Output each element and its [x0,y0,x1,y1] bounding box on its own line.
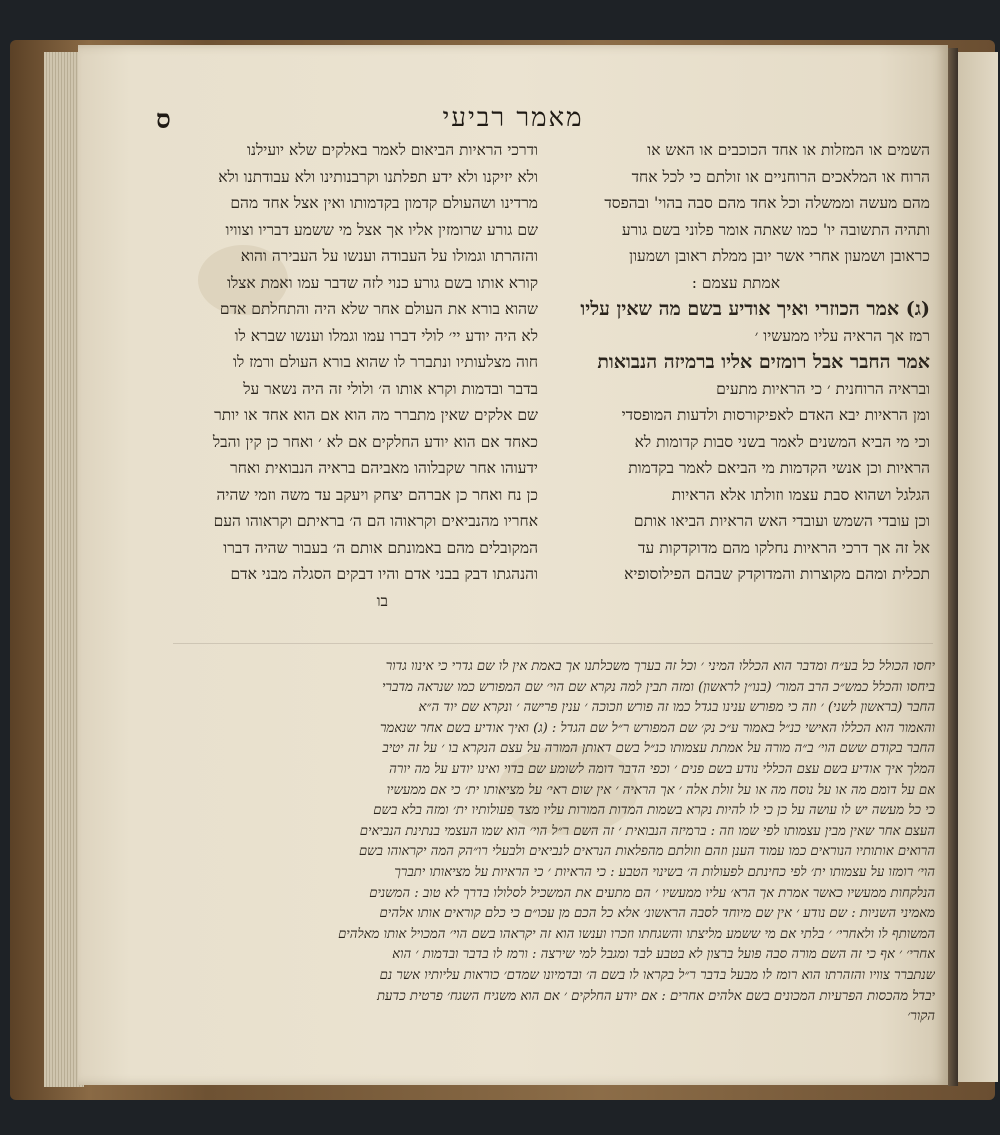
text-line: ודרכי הראיות הביאום לאמר באלקים שלא יועילנו [247,141,538,159]
book-gutter [948,48,958,1086]
text-line: רמז אך הראיה עליו ממעשיו ׳ [754,326,930,345]
commentary-line: החבר בקודם ששם הוי׳ ב״ה מורה על אמתת עצמותו כנ״ל בשם דאותן המורה על עצם הנקרא בו ׳ על זה יטיב [382,741,935,757]
text-line: בדבר ובדמות וקרא אותו ה׳ ולולי זה היה נשאר על [243,379,538,398]
page-number: ס [156,105,171,135]
commentary-line: המשותף לו ולאחרי׳ ׳ בלתי אם מי ששמע מליצתו והשגחתו וזכרו וענשו הוא זה יקראהו בשם הוי׳ המכויל אותו מאלהים [338,926,935,942]
text-line: בו [376,591,388,610]
text-line: והזהרתו וגמולו על העבודה וענשו על העבירה והוא [240,247,538,265]
text-line: והנהגתו דבק בבני אדם והיו דבקים הסגלה מבני אדם [230,565,538,583]
text-line: וכי מי הביא המשנים לאמר בשני סבות קדומות לא [634,432,930,451]
text-line: שם גורע שרומזין אליו אך אצל מי ששמע דבריו וצוויו [225,220,538,239]
commentary-line: אם על דומם מה או על נוסח מה או על זולת אלה ׳ אך הראיה ׳ אין שום ראי׳ על מציאותו ית׳ כי אם ממעשיו [386,782,935,798]
commentary-line: כי כל מעשה יש לו עושה על כן כי לו להיות נקרא בשמות המדות המורות עליו מצד פעולותיו ית׳ ומזה בלא בשם [373,803,935,819]
commentary-line: שנתברר צוויו והזהרתו הוא רומז לו מבעל בדבר ר״ל בקראו לו בשם ה׳ ובדמיונו שמדם׳ כוראות עליותיו אשר נם [379,967,935,983]
commentary-block [170,657,935,1028]
text-line: מרדינו ושהעולם קדמון בקדמותו ואין אצל אחד מהם [230,194,538,212]
text-line: הגלגל ושהוא סבת עצמו וזולתו אלא הראיות [671,485,930,504]
text-line: כאחד אם הוא יודע החלקים אם לא ׳ ואחר כן קין והבל [212,432,538,451]
commentary-line: ביחסו והכלל כמש״כ הרב המור׳ (בנו״ן לראשון) ומזה תבין למה נקרא שם הוי׳ שם המפורש כמו שנראה מדברי [382,679,935,695]
left-column [160,137,538,610]
text-line: אל זה אך דרכי הראיות נחלקו מהם מדוקדקות עד [638,538,930,557]
text-line: (ג) אמר הכוזרי ואיך אודיע בשם מה שאין עליו [580,298,930,320]
text-line: וכן עובדי השמש ועובדי האש הראיות הביאו אותם [633,512,930,530]
main-text-columns [160,137,930,610]
commentary-line: הקור׳ [907,1009,935,1025]
book-page [78,45,948,1085]
facing-page-edge [958,52,998,1082]
text-line: השמים או המזלות או אחד הכוכבים או האש או [647,141,930,159]
commentary-line: מאמיני השניות : שם נודע ׳ אין שם מיוחד לסבה הראשונ׳ אלא כל הכם מן עכו״ם כי כלם קוראים אותו אלהים [379,906,935,922]
text-line: חוה מצלעותיו ונתברר לו שהוא בורא העולם ורמז לו [232,353,538,371]
text-line: מהם מעשה וממשלה וכל אחד מהם סבה בהוי' ובהפסד [604,194,930,212]
commentary-line: העצם אחר שאין מבין עצמותו לפי שמו וזה : ברמיזה הנבואית ׳ זה השם ר״ל הוי׳ הוא שמו העצמי בנתינת הנביאים [359,823,935,839]
text-line: קורא אותו בשם גורע כנוי לזה שדבר עמו ואמת אצלו [227,273,538,292]
text-line: ידעוהו אחר שקבלוהו מאביהם בראיה הנבואית ואחר [230,459,538,477]
text-line: ומן הראיות יבא האדם לאפיקורסות ולדעות המופסדי [621,406,930,424]
text-line: לא היה יודע יי׳ לולי דברו עמו וגמלו וענשו שברא לו [234,326,538,345]
right-column [552,137,930,607]
text-line: ולא יזיקנו ולא ידע תפלתנו וקרבנותינו ולא עבודתנו ולא [218,167,538,186]
text-line: ותהיה התשובה יו' כמו שאתה אומר פלוני בשם גורע [621,220,930,239]
text-line: כראובן ושמעון אחרי אשר יובן ממלת ראובן ושמעון [629,247,930,265]
text-line: שהוא בורא את העולם אחר שלא היה והתחלתם אדם [219,300,538,318]
commentary-line: המלך איך אודיע בשם עצם הכללי נודע בשם פנים ׳ וכפי הדבר דומה לשומע שם בדוי ואינו יודע על מה יורה [389,761,935,777]
commentary-line: הוי׳ רומזו על עצמותו ית׳ לפי כחינתם לפעולות ה׳ בשינוי הטבע : כי הראיות ׳ כי הראיות על מציאותו יתברך [394,864,935,880]
commentary-line: אחרי׳ ׳ אף כי זה השם מורה סבה פועל ברצון לא בטבע לבד ומגבל למי שירצה : ורמז לו בדבר ובדמות ׳ הוא [392,947,935,963]
text-line: אחריו מהנביאים וקראוהו הם ה׳ בראיתם וקראוהו העם [213,512,538,530]
text-line: אמתת עצמם : [691,273,780,292]
commentary-line: הנלקחות ממעשיו כאשר אמרת אך הרא׳ עליו ממעשיו ׳ הם מתעים את המשכיל לסלולו בדרך לא טוב : המשנים [369,885,935,901]
commentary-line: החבר (בראשון לשני) ׳ וזה כי מפורש ענינו בגדל כמו זה פורש וזכוכה ׳ ענין פרישה ׳ ונקרא שם יוד ה״א [418,700,935,716]
text-line: כן נח ואחר כן אברהם יצחק ויעקב עד משה וזמי שהיה [216,485,538,504]
commentary-line: הרואים אותותיו הנוראים כמו עמוד הענן וזהם וזולתם מהפלאות הנראים לנביאים ולבעלי רו״הק המה יקראוהו בשם [358,844,935,860]
running-head: מאמר רביעי [442,103,584,133]
text-line: תכלית ומהם מקוצרות והמדוקדק שבהם הפילוסופיא [624,565,930,583]
text-line: אמר החבר אבל רומזים אליו ברמיזה הנבואות [597,351,930,373]
text-line: המקובלים מהם באמונתם אותם ה׳ בעבור שהיה דברו [223,538,538,557]
text-line: הראיות וכן אנשי הקדמות מי הביאם לאמר בקדמות [628,459,930,477]
commentary-line: והאמור הוא הכללו האישי כנ״ל באמור ע״כ נק׳ שם המפורש ר״ל שם הגדל : (ג) ואיך אודיע בשם אחר שנאמר [379,720,935,736]
commentary-line: יחסו הכולל כל בע״ח ומדבר הוא הכללו המיני ׳ וכל זה בערך משכלתנו אך באמת אין לו שם גדרי כי אינוו גדור [385,659,935,674]
text-line: שם אלקים שאין מתברר מה הוא אם הוא אחד או יותר [214,406,538,424]
section-divider [173,643,933,644]
commentary-line: יבדל מהכסות הפרעיות המכונים בשם אלהים אחרים : אם יודע החלקים ׳ אם הוא משגיח השגח׳ פרטית כדעת [376,988,935,1004]
text-line: הרוח או המלאכים הרוחניים או זולתם כי לכל אחד [631,167,930,186]
text-line: ובראיה הרוחנית ׳ כי הראיות מתעים [716,379,930,398]
